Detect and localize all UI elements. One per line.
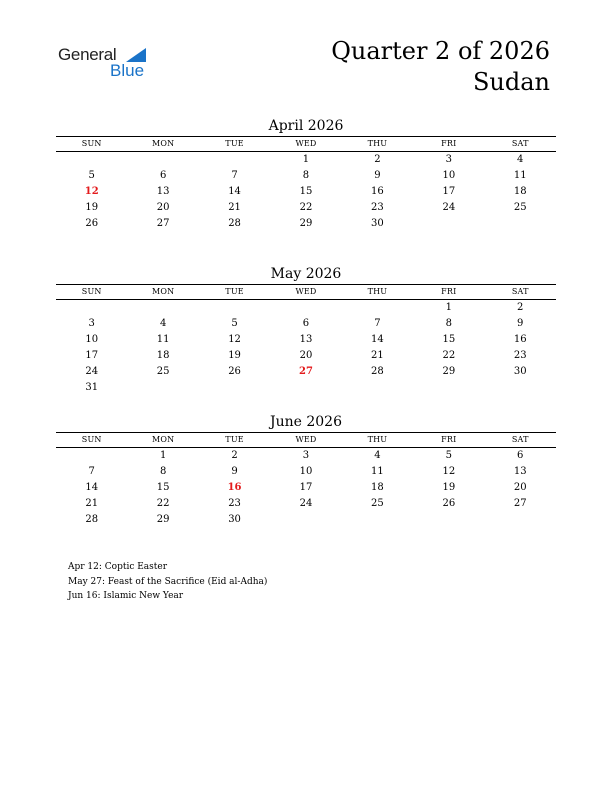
day-cell: 26 (85, 218, 99, 229)
day-cell: 30 (228, 514, 241, 525)
day-cell: 21 (228, 202, 241, 213)
day-cell: 24 (442, 202, 456, 213)
holiday-day-cell: 27 (299, 366, 313, 377)
title-quarter: Quarter 2 of 2026 (331, 37, 550, 65)
weekday-tue: TUE (225, 139, 244, 148)
month-title: April 2026 (268, 118, 344, 134)
day-cell: 4 (374, 450, 381, 461)
weekday-sun: SUN (81, 287, 102, 296)
day-cell: 11 (371, 466, 384, 477)
day-cell: 5 (445, 450, 452, 461)
day-cell: 16 (371, 186, 384, 197)
weekday-sat: SAT (511, 435, 529, 444)
day-cell: 20 (299, 350, 313, 361)
logo-triangle-icon (126, 48, 146, 62)
empty-day-cell (270, 512, 341, 528)
day-cell: 7 (374, 318, 381, 329)
day-cell: 6 (159, 170, 167, 181)
day-cell: 17 (299, 482, 313, 493)
day-cell: 19 (85, 202, 99, 213)
empty-day-cell (270, 380, 341, 396)
month-title: June 2026 (269, 414, 342, 430)
empty-day-cell (127, 300, 198, 316)
empty-day-cell (270, 300, 341, 316)
day-cell: 23 (228, 498, 241, 509)
day-cell: 2 (374, 154, 381, 165)
day-cell: 3 (88, 318, 95, 329)
day-cell: 21 (371, 350, 384, 361)
weekday-sat: SAT (511, 287, 529, 296)
day-cell: 8 (445, 318, 452, 329)
day-cell: 18 (371, 482, 384, 493)
empty-day-cell (342, 512, 413, 528)
week-row (56, 316, 556, 332)
empty-day-cell (485, 512, 556, 528)
day-cell: 14 (228, 186, 241, 197)
day-cell: 23 (371, 202, 384, 213)
weekday-mon: MON (151, 139, 175, 148)
day-cell: 10 (442, 170, 456, 181)
weekday-sat: SAT (511, 139, 529, 148)
day-cell: 13 (513, 466, 527, 477)
day-cell: 5 (88, 170, 95, 181)
day-cell: 16 (513, 334, 527, 345)
weekday-sun: SUN (81, 435, 102, 444)
day-cell: 30 (513, 366, 527, 377)
day-cell: 25 (156, 366, 170, 377)
day-cell: 14 (371, 334, 384, 345)
empty-day-cell (413, 216, 484, 232)
month-grid (56, 300, 556, 396)
day-cell: 23 (513, 350, 527, 361)
week-row (56, 200, 556, 216)
day-cell: 25 (513, 202, 527, 213)
month-title: May 2026 (270, 266, 342, 282)
day-cell: 17 (85, 350, 99, 361)
day-cell: 4 (159, 318, 167, 329)
day-cell: 6 (302, 318, 310, 329)
day-cell: 31 (85, 382, 99, 393)
week-row (56, 480, 556, 496)
empty-day-cell (127, 152, 198, 168)
day-cell: 10 (85, 334, 99, 345)
weekday-header (56, 136, 556, 152)
day-cell: 28 (371, 366, 384, 377)
title-country: Sudan (472, 68, 550, 96)
day-cell: 19 (228, 350, 241, 361)
weekday-fri: FRI (441, 139, 457, 148)
day-cell: 8 (159, 466, 167, 477)
generalblue-logo (58, 42, 158, 82)
weekday-wed: WED (295, 435, 317, 444)
day-cell: 22 (156, 498, 170, 509)
weekday-fri: FRI (441, 435, 457, 444)
day-cell: 11 (156, 334, 170, 345)
day-cell: 13 (156, 186, 170, 197)
day-cell: 15 (442, 334, 456, 345)
day-cell: 3 (302, 450, 310, 461)
day-cell: 22 (442, 350, 456, 361)
week-row (56, 216, 556, 232)
day-cell: 29 (442, 366, 456, 377)
day-cell: 21 (85, 498, 99, 509)
empty-day-cell (342, 380, 413, 396)
empty-day-cell (199, 380, 270, 396)
day-cell: 1 (302, 154, 310, 165)
day-cell: 26 (228, 366, 241, 377)
holiday-day-cell: 12 (84, 186, 99, 197)
weekday-mon: MON (151, 287, 175, 296)
day-cell: 20 (513, 482, 527, 493)
week-row (56, 380, 556, 396)
day-cell: 12 (442, 466, 456, 477)
day-cell: 28 (85, 514, 99, 525)
day-cell: 29 (156, 514, 170, 525)
day-cell: 12 (228, 334, 241, 345)
day-cell: 15 (156, 482, 170, 493)
day-cell: 13 (299, 334, 313, 345)
week-row (56, 152, 556, 168)
empty-day-cell (199, 300, 270, 316)
day-cell: 19 (442, 482, 456, 493)
day-cell: 7 (231, 170, 238, 181)
week-row (56, 512, 556, 528)
day-cell: 1 (445, 302, 452, 313)
logo-text-blue: Blue (110, 61, 145, 80)
weekday-mon: MON (151, 435, 175, 444)
day-cell: 27 (156, 218, 170, 229)
week-row (56, 184, 556, 200)
day-cell: 18 (513, 186, 527, 197)
empty-day-cell (56, 152, 127, 168)
day-cell: 5 (231, 318, 238, 329)
day-cell: 26 (442, 498, 456, 509)
day-cell: 9 (374, 170, 381, 181)
empty-day-cell (199, 152, 270, 168)
weekday-tue: TUE (225, 435, 244, 444)
day-cell: 9 (517, 318, 524, 329)
holiday-note: May 27: Feast of the Sacrifice (Eid al-Adha) (68, 576, 268, 587)
day-cell: 2 (517, 302, 524, 313)
day-cell: 1 (159, 450, 167, 461)
day-cell: 9 (231, 466, 238, 477)
weekday-wed: WED (295, 287, 317, 296)
day-cell: 2 (231, 450, 238, 461)
empty-day-cell (485, 380, 556, 396)
day-cell: 18 (156, 350, 170, 361)
weekday-wed: WED (295, 139, 317, 148)
empty-day-cell (342, 300, 413, 316)
day-cell: 22 (299, 202, 313, 213)
empty-day-cell (56, 448, 127, 464)
holiday-note: Apr 12: Coptic Easter (68, 562, 168, 572)
day-cell: 24 (85, 366, 99, 377)
week-row (56, 168, 556, 184)
holiday-notes (68, 560, 267, 604)
week-row (56, 496, 556, 512)
empty-day-cell (413, 380, 484, 396)
day-cell: 25 (371, 498, 384, 509)
weekday-thu: THU (367, 287, 388, 296)
holiday-note: Jun 16: Islamic New Year (68, 591, 184, 601)
day-cell: 24 (299, 498, 313, 509)
week-row (56, 332, 556, 348)
month-grid (56, 152, 556, 232)
weekday-sun: SUN (81, 139, 102, 148)
week-row (56, 300, 556, 316)
empty-day-cell (485, 216, 556, 232)
day-cell: 17 (442, 186, 456, 197)
empty-day-cell (127, 380, 198, 396)
weekday-tue: TUE (225, 287, 244, 296)
day-cell: 29 (299, 218, 313, 229)
day-cell: 3 (445, 154, 452, 165)
day-cell: 11 (513, 170, 527, 181)
month-june (56, 412, 556, 528)
empty-day-cell (413, 512, 484, 528)
week-row (56, 448, 556, 464)
logo-text-general: General (58, 45, 117, 64)
week-row (56, 464, 556, 480)
day-cell: 7 (88, 466, 95, 477)
week-row (56, 364, 556, 380)
weekday-header (56, 284, 556, 300)
weekday-fri: FRI (441, 287, 457, 296)
day-cell: 27 (513, 498, 527, 509)
holiday-day-cell: 16 (227, 482, 242, 493)
day-cell: 14 (85, 482, 99, 493)
empty-day-cell (56, 300, 127, 316)
week-row (56, 348, 556, 364)
weekday-thu: THU (367, 139, 388, 148)
day-cell: 20 (156, 202, 170, 213)
page-title (331, 36, 550, 98)
day-cell: 6 (517, 450, 524, 461)
day-cell: 28 (228, 218, 241, 229)
day-cell: 4 (517, 154, 524, 165)
month-april (56, 116, 556, 232)
month-may (56, 264, 556, 396)
month-grid (56, 448, 556, 528)
day-cell: 10 (299, 466, 313, 477)
weekday-header (56, 432, 556, 448)
day-cell: 30 (371, 218, 384, 229)
day-cell: 8 (302, 170, 310, 181)
day-cell: 15 (299, 186, 313, 197)
weekday-thu: THU (367, 435, 388, 444)
